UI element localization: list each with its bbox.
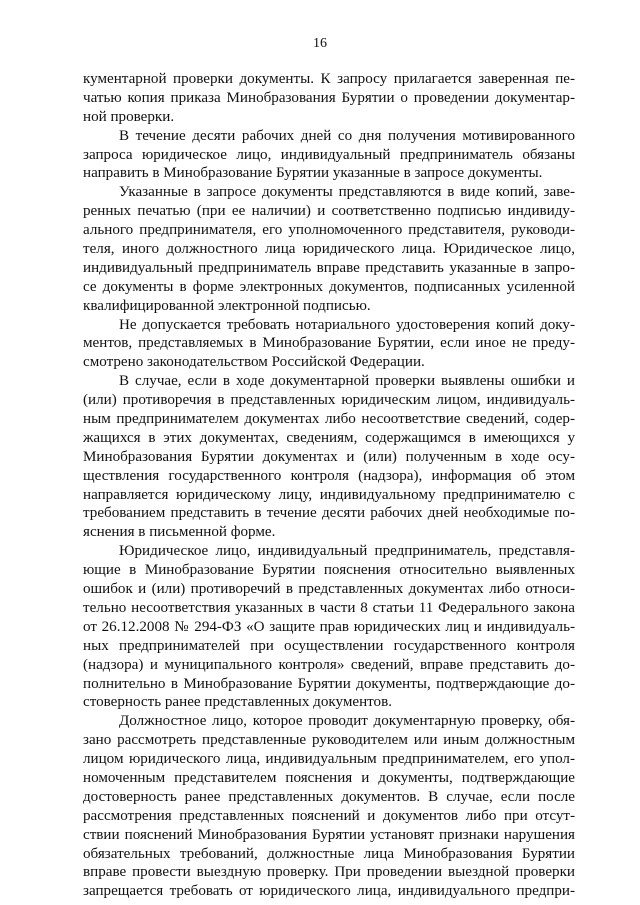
text-line: ных предпринимателей при осуществлении государственного контроля bbox=[83, 637, 575, 654]
text-line: ющие в Минобразование Бурятии пояснения относительно выявленных bbox=[83, 562, 575, 579]
text-line: полнительно в Минобразование Бурятии документы, подтверждающие до- bbox=[83, 675, 575, 692]
document-body bbox=[83, 70, 575, 901]
text-line: зано рассмотреть представленные руководителем или иным должностным bbox=[83, 732, 575, 749]
paragraph bbox=[83, 183, 575, 315]
text-line: жащихся в этих документах, сведениям, содержащимся в имеющихся у bbox=[83, 429, 575, 446]
text-line: В случае, если в ходе документарной проверки выявлены ошибки и bbox=[119, 373, 575, 390]
text-line: требованием представить в течение десяти рабочих дней необходимые по- bbox=[83, 505, 575, 522]
text-line: Минобразования Бурятии документах и (или) полученным в ходе осу- bbox=[83, 448, 575, 465]
text-line: ной проверки. bbox=[83, 108, 175, 125]
paragraph bbox=[83, 712, 575, 901]
text-line: ным предпринимателем документах либо несоответствие сведений, содер- bbox=[83, 411, 575, 428]
text-line: номоченным представителем пояснения и документы, подтверждающие bbox=[83, 769, 575, 786]
text-line: Не допускается требовать нотариального удостоверения копий доку- bbox=[119, 316, 575, 333]
text-line: направить в Минобразование Бурятии указанные в запросе документы. bbox=[83, 165, 543, 182]
text-line: ренных печатью (при ее наличии) и соответственно подписью индивиду- bbox=[83, 203, 575, 220]
text-line: се документы в форме электронных документов, подписанных усиленной bbox=[83, 278, 575, 295]
text-line: В течение десяти рабочих дней со дня получения мотивированного bbox=[119, 127, 575, 144]
text-line: (или) противоречия в представленных юридическим лицом, индивидуаль- bbox=[83, 392, 575, 409]
text-line: тельно несоответствия указанных в части 8 статьи 11 Федерального закона bbox=[83, 599, 575, 616]
text-line: рассмотрения представленных пояснений и документов либо при отсут- bbox=[83, 807, 575, 824]
text-line: запроса юридическое лицо, индивидуальный предприниматель обязаны bbox=[83, 146, 575, 163]
text-line: ального предпринимателя, его уполномоченного представителя, руководи- bbox=[83, 222, 575, 239]
text-line: ществления государственного контроля (надзора), информация об этом bbox=[83, 467, 575, 484]
text-line: Указанные в запросе документы представляются в виде копий, заве- bbox=[119, 184, 575, 201]
text-line: лицом юридического лица, индивидуальным предпринимателем, его упол- bbox=[83, 751, 575, 768]
text-line: стоверность ранее представленных документов. bbox=[83, 694, 393, 711]
text-line: от 26.12.2008 № 294-ФЗ «О защите прав юридических лиц и индивидуаль- bbox=[83, 618, 575, 635]
text-line: запрещается требовать от юридического лица, индивидуального предпри- bbox=[83, 883, 575, 900]
paragraph bbox=[83, 127, 575, 184]
paragraph bbox=[83, 316, 575, 373]
text-line: квалифицированной электронной подписью. bbox=[83, 297, 371, 314]
text-line: вправе провести выездную проверку. При проведении выездной проверки bbox=[83, 864, 575, 881]
text-line: ствии пояснений Минобразования Бурятии установят признаки нарушения bbox=[83, 826, 575, 843]
page-number: 16 bbox=[313, 36, 327, 51]
text-line: теля, иного должностного лица юридического лица. Юридическое лицо, bbox=[83, 241, 575, 258]
paragraph bbox=[83, 372, 575, 542]
text-line: Юридическое лицо, индивидуальный предприниматель, представля- bbox=[119, 543, 575, 560]
text-line: кументарной проверки документы. К запросу прилагается заверенная пе- bbox=[83, 71, 575, 87]
text-line: обязательных требований, должностные лица Минобразования Бурятии bbox=[83, 845, 575, 862]
text-line: Должностное лицо, которое проводит документарную проверку, обя- bbox=[119, 713, 575, 730]
paragraph bbox=[83, 70, 575, 127]
text-line: достоверность ранее представленных документов. В случае, если после bbox=[83, 788, 575, 805]
text-line: ментов, представляемых в Минобразование Бурятии, если иное не преду- bbox=[83, 335, 575, 352]
text-line: чатью копия приказа Минобразования Бурятии о проведении документар- bbox=[83, 89, 575, 106]
text-line: индивидуальный предприниматель вправе представить указанные в запро- bbox=[83, 259, 575, 276]
text-line: ошибок и (или) противоречий в представленных документах либо относи- bbox=[83, 581, 575, 598]
paragraph bbox=[83, 542, 575, 712]
text-line: яснения в письменной форме. bbox=[83, 524, 276, 541]
text-line: направляется юридическому лицу, индивидуальному предпринимателю с bbox=[83, 486, 575, 503]
text-line: смотрено законодательством Российской Федерации. bbox=[83, 354, 425, 371]
text-line: (надзора) и муниципального контроля» сведений, вправе представить до- bbox=[83, 656, 575, 673]
